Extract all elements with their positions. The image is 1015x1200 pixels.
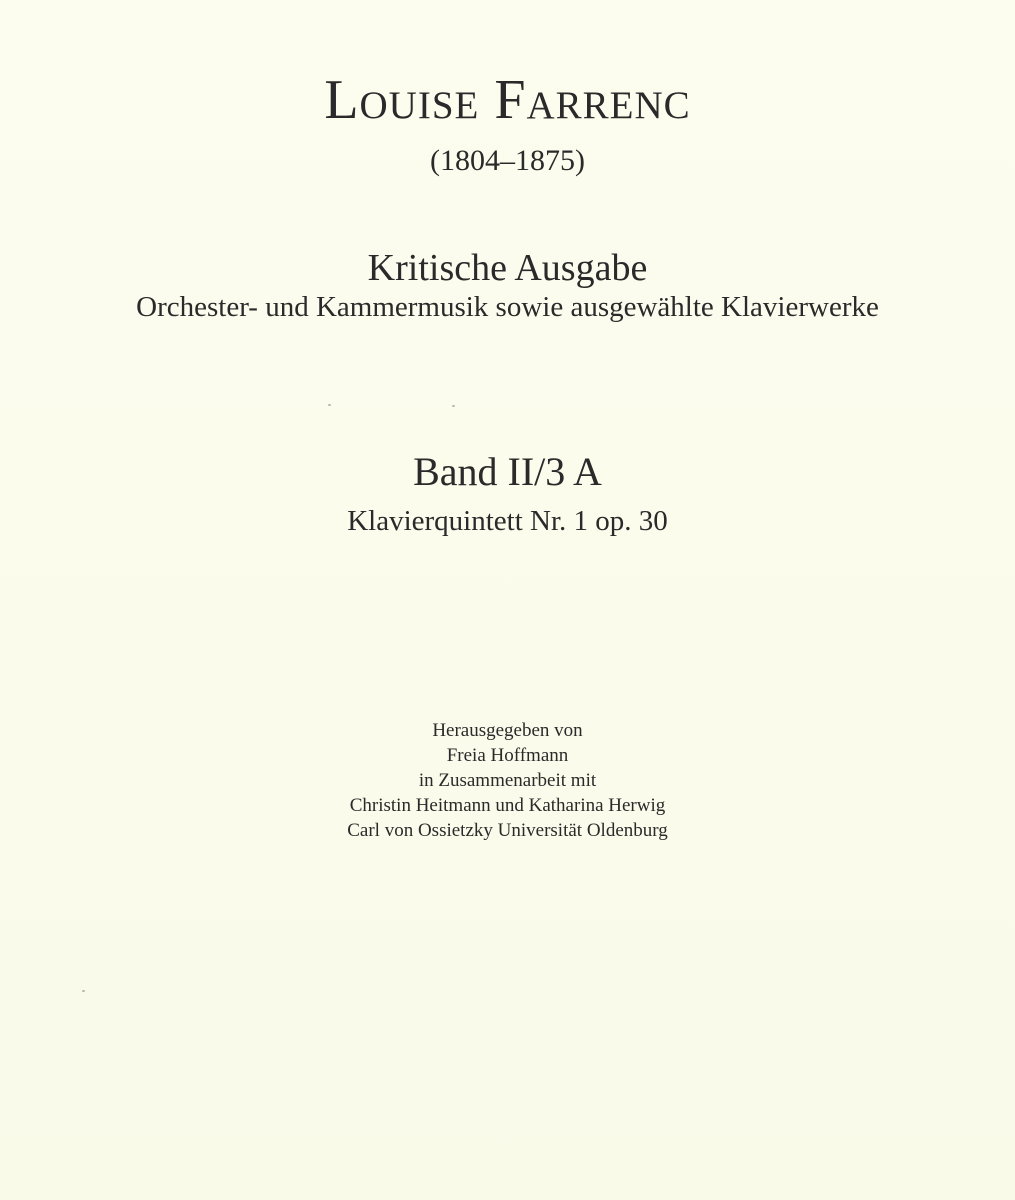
- author-name: Louise Farrenc: [324, 69, 691, 131]
- volume-number: Band II/3 A: [413, 449, 602, 494]
- series-description: Orchester- und Kammermusik sowie ausgewählte Klavierwerke: [136, 291, 879, 323]
- edition-title: Kritische Ausgabe: [367, 247, 648, 289]
- credit-line: Carl von Ossietzky Universität Oldenburg: [347, 820, 668, 841]
- paper-speck: [452, 405, 455, 407]
- author-life-dates: (1804–1875): [430, 144, 585, 177]
- paper-speck: [82, 990, 85, 992]
- credit-line: Herausgegeben von: [432, 720, 583, 741]
- editor-credits: [0, 718, 1015, 843]
- paper-speck: [328, 404, 331, 406]
- work-title: Klavierquintett Nr. 1 op. 30: [347, 505, 668, 537]
- credit-line: in Zusammenarbeit mit: [418, 770, 597, 791]
- credit-line: Christin Heitmann und Katharina Herwig: [349, 795, 666, 816]
- credit-line: Freia Hoffmann: [446, 745, 569, 766]
